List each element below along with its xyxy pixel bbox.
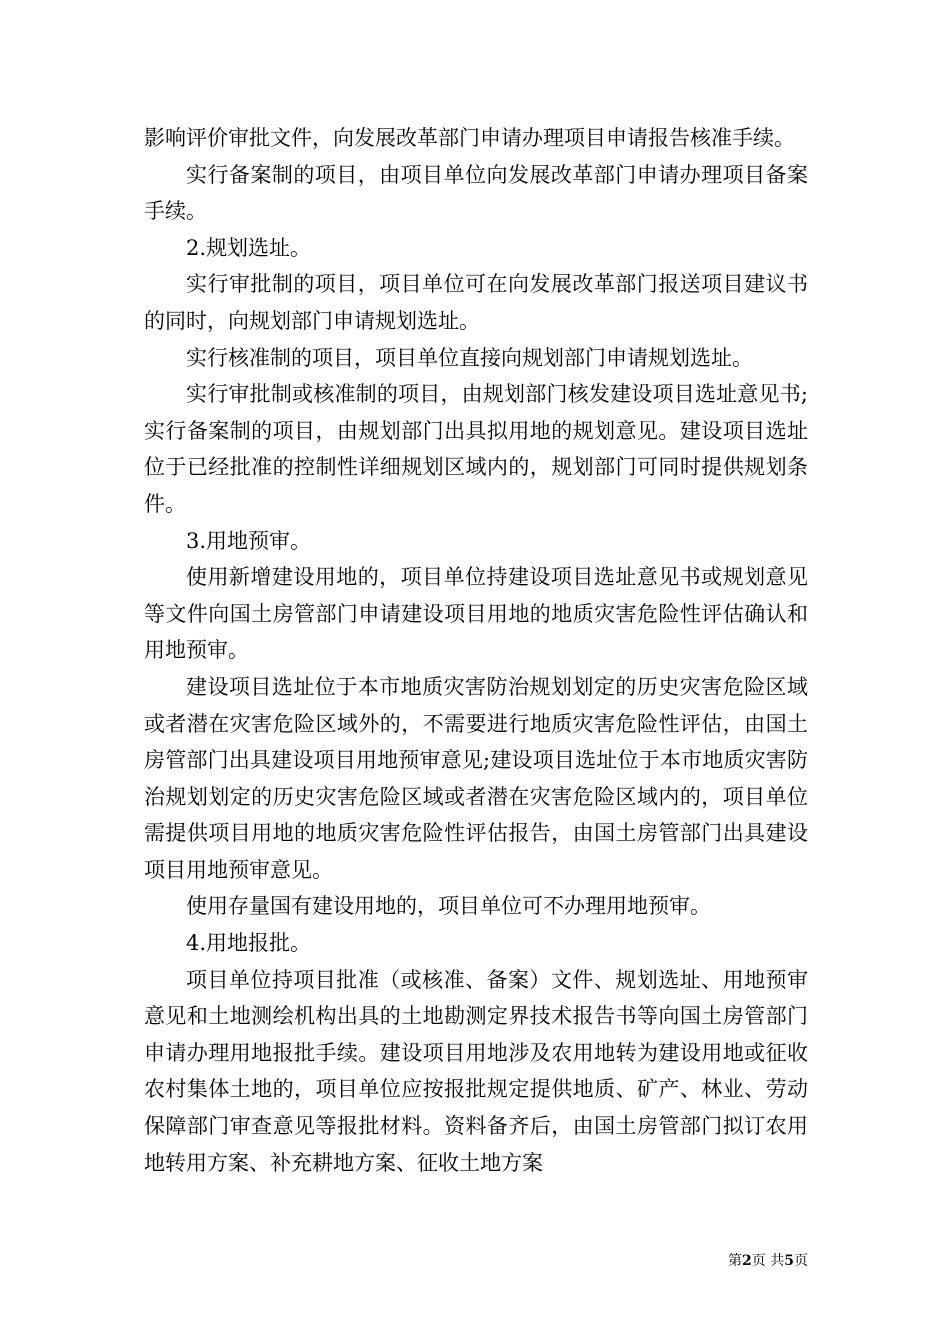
section-heading-site-selection: 2.规划选址。 — [186, 235, 312, 260]
paragraph-4: 实行审批制的项目，项目单位可在向发展改革部门报送项目建议书的同时，向规划部门申请规划选址。 — [144, 272, 808, 333]
paragraph-8: 使用新增建设用地的，项目单位持建设项目选址意见书或规划意见等文件向国土房管部门申请建设项目用地的地质灾害危险性评估确认和用地预审。 — [144, 565, 808, 663]
paragraph-12: 项目单位持项目批准（或核准、备案）文件、规划选址、用地预审意见和土地测绘机构出具的土地勘测定界技术报告书等向国土房管部门申请办理用地报批手续。建设项目用地涉及农用地转为建设用地或征收农村集体土地的，项目单位应按报批规定提供地质、矿产、林业、劳动保障部门审查意见等报批材料。资料备齐后，由国土房管部门拟订农用地转用方案、补充耕地方案、征收土地方案 — [144, 967, 808, 1175]
footer-prefix: 第 — [728, 1253, 743, 1269]
paragraph-9: 建设项目选址位于本市地质灾害防治规划划定的历史灾害危险区域或者潜在灾害危险区域外的，不需要进行地质灾害危险性评估，由国土房管部门出具建设项目用地预审意见;建设项目选址位于本市地质灾害防治规划划定的历史灾害危险区域或者潜在灾害危险区域内的，项目单位需提供项目用地的地质灾害危险性评估报告，由国土房管部门出具建设项目用地预审意见。 — [144, 674, 808, 882]
paragraph-2: 实行备案制的项目，由项目单位向发展改革部门申请办理项目备案手续。 — [144, 162, 808, 224]
page-footer — [0, 1250, 808, 1270]
paragraph-10: 使用存量国有建设用地的，项目单位可不办理用地预审。 — [186, 894, 711, 919]
document-body — [144, 120, 808, 1181]
footer-suffix: 页 — [794, 1253, 808, 1269]
total-pages-number: 5 — [784, 1253, 794, 1269]
section-heading-land-approval: 4.用地报批。 — [186, 931, 312, 956]
paragraph-6: 实行审批制或核准制的项目，由规划部门核发建设项目选址意见书;实行备案制的项目，由规划部门出具拟用地的规划意见。建设项目选址位于已经批准的控制性详细规划区域内的，规划部门可同时提供规划条件。 — [144, 382, 808, 516]
paragraph-5: 实行核准制的项目，项目单位直接向规划部门申请规划选址。 — [186, 345, 753, 370]
paragraph-1: 影响评价审批文件，向发展改革部门申请办理项目申请报告核准手续。 — [144, 126, 795, 150]
section-heading-land-pre-review: 3.用地预审。 — [186, 528, 312, 553]
footer-middle: 页 共 — [751, 1253, 785, 1269]
current-page-number: 2 — [742, 1253, 752, 1269]
